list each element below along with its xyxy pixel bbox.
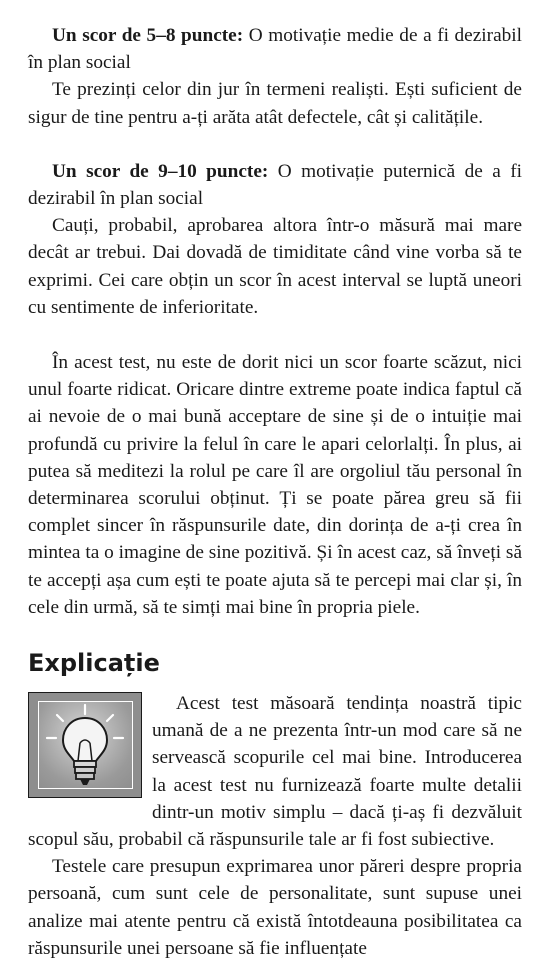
explanation-paragraph-1: Acest test măsoară tendința noastră tipic umană de a ne prezenta într-un mod care să ne servească scopurile cel mai bine. Introducerea la acest test nu furnizează foarte multe detalii dintr-un motiv simplu – dacă ți-aș fi dezvăluit scopul său, probabil că răspunsurile tale ar fi fost subiective. (28, 693, 522, 851)
score-lead-9-10: Un scor de 9–10 puncte: (52, 160, 269, 182)
explanation-title: Explicație (28, 649, 160, 678)
score-body-5-8: Te prezinți celor din jur în termeni realiști. Ești suficient de sigur de tine pentru a-ți arăta atât defectele, cât și calitățile. (28, 79, 522, 128)
summary-paragraph: În acest test, nu este de dorit nici un scor foarte scăzut, nici unul foarte ridicat. Oricare dintre extreme poate indica faptul că ai nevoie de o mai bună acceptare de sine și de o intuiție mai profundă cu privire la felul în care le apari celorlalți. În plus, ai putea să meditezi la rolul pe care îl are orgoliul tău personal în determinarea scorului obținut. Ți se poate părea greu să fii complet sincer în răspunsurile date, din dorința de a-ți crea în mintea ta o imagine de sine pozitivă. Și în acest caz, să înveți să te accepți așa cum ești te poate ajuta să te percepi mai clar și, în cele din urmă, să te simți mai bine în propria piele. (28, 352, 522, 618)
page-content (28, 22, 522, 962)
score-heading-text-9-10: O motivație puternică de a fi dezirabil în plan social (28, 160, 522, 210)
score-lead-5-8: Un scor de 5–8 puncte: (52, 25, 244, 46)
score-heading-9-10 (28, 158, 522, 212)
score-heading-5-8 (28, 22, 522, 76)
lightbulb-icon (28, 692, 142, 798)
explanation-section (28, 690, 522, 962)
explanation-paragraph-2: Testele care presupun exprimarea unor păreri despre propria persoană, cum sunt cele de personalitate, sunt supuse unei analize mai atente pentru că există întotdeauna posibilitatea ca răspunsurile unei persoane să fie influențate (28, 856, 522, 959)
score-section-9-10 (28, 158, 522, 321)
score-body-9-10: Cauți, probabil, aprobarea altora într-o măsură mai mare decât ar trebui. Dai dovadă de timiditate când vine vorba să te exprimi. Cei care obțin un scor în acest interval se luptă uneori cu sentimente de inferioritate. (28, 215, 522, 318)
score-heading-text-5-8: O motivație medie de a fi dezirabil în plan social (28, 25, 522, 74)
score-section-5-8 (28, 22, 522, 131)
